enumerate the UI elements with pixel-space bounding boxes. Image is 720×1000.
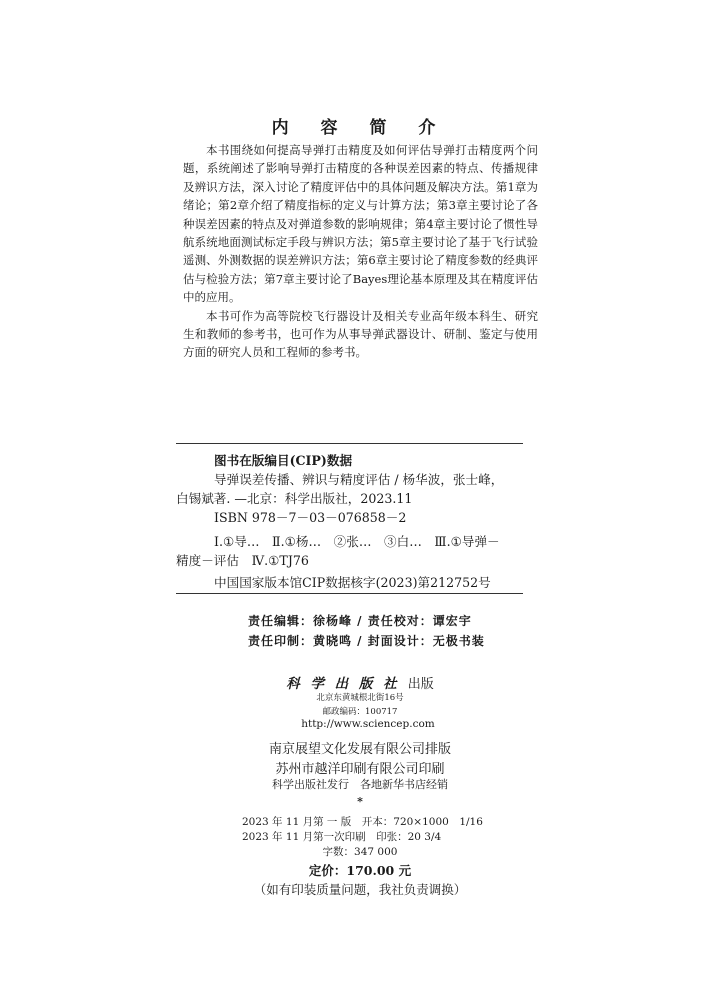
intro-paragraph-1: 本书围绕如何提高导弹打击精度及如何评估导弹打击精度两个问题，系统阐述了影响导弹打击精度的各种误差因素的特点、传播规律及辨识方法，深入讨论了精度评估中的具体问题及解决方法。第1章为绪论；第2章介绍了精度指标的定义与计算方法；第3章主要讨论了各种误差因素的特点及对弹道参数的影响规律；第4章主要讨论了惯性导航系统地面测试标定手段与辨识方法；第5章主要讨论了基于飞行试验遥测、外测数据的误差辨识方法；第6章主要讨论了精度参数的经典评估与检验方法；第7章主要讨论了Bayes理论基本原理及其在精度评估中的应用。: [183, 143, 538, 305]
intro-paragraph-2: 本书可作为高等院校飞行器设计及相关专业高年级本科生、研究生和教师的参考书，也可作为从事导弹武器设计、研制、鉴定与使用方面的研究人员和工程师的参考书。: [183, 308, 538, 360]
publisher-url: http://www.sciencep.com: [301, 718, 435, 730]
publisher-suffix: 出版: [407, 677, 434, 692]
publisher-address: 北京东黄城根北街16号: [316, 693, 404, 703]
page-title: 内 容 简 介: [271, 118, 449, 138]
distribution-line: 科学出版社发行 各地新华书店经销: [272, 778, 448, 791]
introduction-text: [183, 141, 538, 362]
price: 定价：170.00 元: [308, 863, 412, 878]
cip-title-line-2: 白锡斌著. —北京：科学出版社，2023.11: [176, 491, 413, 506]
publisher-postcode: 邮政编码：100717: [322, 707, 398, 717]
separator-star: *: [357, 795, 363, 808]
cip-classification-line-1: Ⅰ.①导… Ⅱ.①杨… ②张… ③白… Ⅲ.①导弹－: [214, 534, 500, 549]
cip-title-line-1: 导弹误差传播、辨识与精度评估 / 杨华波，张士峰，: [214, 472, 504, 487]
editors-line-2: 责任印制：黄晓鸣 / 封面设计：无极书装: [248, 634, 485, 648]
publisher-line: [0, 672, 720, 692]
word-count: 字数：347 000: [322, 846, 398, 858]
editors-line-1: 责任编辑：徐杨峰 / 责任校对：谭宏宇: [248, 614, 472, 628]
cip-heading: 图书在版编目(CIP)数据: [214, 453, 353, 468]
printer-line: 苏州市越洋印刷有限公司印刷: [275, 762, 445, 777]
quality-notice: （如有印装质量问题，我社负责调换）: [253, 882, 467, 897]
cip-isbn: ISBN 978－7－03－076858－2: [214, 510, 407, 525]
cip-bottom-rule: [176, 593, 523, 594]
cip-record-number: 中国国家版本馆CIP数据核字(2023)第212752号: [214, 575, 491, 590]
publisher-name: 科 学 出 版 社: [286, 676, 400, 692]
edition-line: 2023 年 11 月第 一 版 开本：720×1000 1/16: [242, 816, 483, 828]
cip-top-rule: [176, 443, 523, 444]
typesetter-line: 南京展望文化发展有限公司排版: [268, 742, 451, 757]
printing-line: 2023 年 11 月第一次印刷 印张：20 3/4: [242, 831, 442, 843]
cip-classification-line-2: 精度－评估 Ⅳ.①TJ76: [176, 553, 309, 568]
